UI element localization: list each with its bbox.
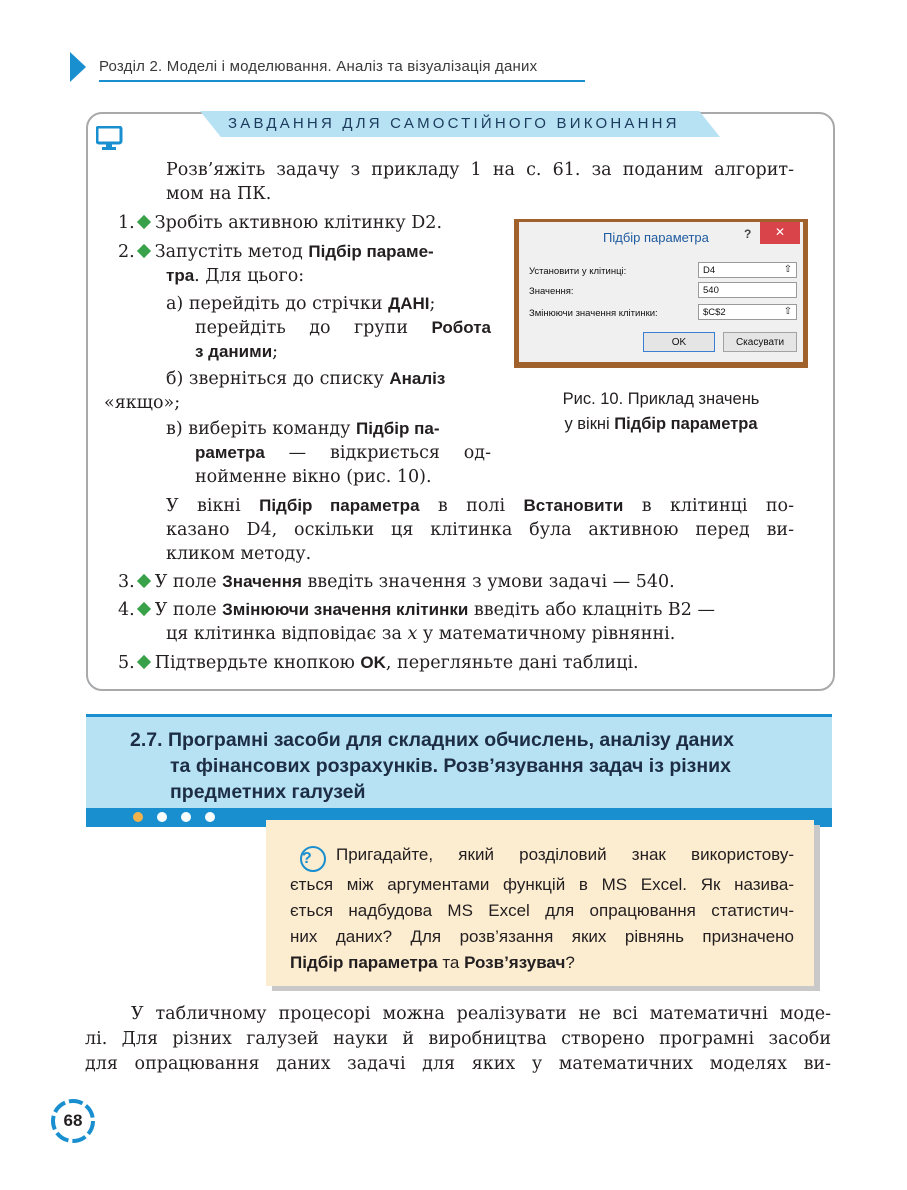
step-1: 1. Зробіть активною клітинку D2. (118, 213, 443, 233)
page-number-badge (50, 1098, 96, 1144)
section-dot (205, 812, 215, 822)
step-4: 4. У поле Змінюючи значення клітинки введіть або клацніть B2 — (118, 600, 715, 620)
running-header: Розділ 2. Моделі і моделювання. Аналіз та візуалізація даних (99, 58, 538, 75)
section-dot (133, 812, 143, 822)
substep-b-2: «якщо»; (104, 393, 181, 413)
task-intro-line-1: Розв’яжіть задачу з прикладу 1 на с. 61. за поданим алгорит- (166, 160, 794, 180)
changing-cell-field[interactable]: $C$2 ⇧ (698, 304, 797, 320)
step-diamond-icon (137, 602, 151, 616)
substep-a-3: з даними; (195, 342, 279, 362)
substep-a-1: а) перейдіть до стрічки ДАНІ; (166, 294, 436, 314)
substep-c-1: в) виберіть команду Підбір па- (166, 419, 440, 439)
body-line-3: для опрацювання даних задачі для яких у математичних моделях ви- (85, 1054, 831, 1074)
goal-seek-dialog (514, 219, 808, 368)
task-intro-line-2: мом на ПК. (166, 184, 272, 204)
section-dot (157, 812, 167, 822)
set-cell-label: Установити у клітинці: (529, 266, 627, 277)
substep-b-1: б) зверніться до списку Аналіз (166, 369, 446, 389)
section-title: 2.7. Програмні засоби для складних обчислень, аналізу даних та фінансових розрахунків. Розв’язування задач із різних предметних галузей (130, 729, 735, 803)
body-line-2: лі. Для різних галузей науки й виробництва створено програмні засоби (85, 1029, 831, 1049)
step-3: 3. У поле Значення введіть значення з умови задачі — 540. (118, 572, 675, 592)
task-paragraph-line-3: кликом методу. (166, 544, 312, 564)
step-diamond-icon (137, 574, 151, 588)
range-picker-icon[interactable]: ⇧ (783, 306, 793, 317)
dialog-body (519, 222, 803, 362)
dialog-help-button[interactable]: ? (744, 227, 752, 241)
task-paragraph-line-2: казано D4, оскільки ця клітинка була активною перед ви- (166, 520, 794, 540)
question-mark-icon: ? (300, 846, 326, 872)
step-4-cont: ця клітинка відповідає за x у математичному рівнянні. (166, 624, 676, 644)
step-2: 2. Запустіть метод Підбір параме- (118, 242, 434, 262)
step-diamond-icon (137, 655, 151, 669)
body-line-1: У табличному процесорі можна реалізувати не всі математичні моде- (131, 1004, 831, 1024)
set-cell-field[interactable]: D4 ⇧ (698, 262, 797, 278)
computer-monitor-icon (96, 126, 124, 152)
section-dot (181, 812, 191, 822)
substep-a-2: перейдіть до групи Робота (195, 318, 491, 338)
figure-caption: Рис. 10. Приклад значень у вікні Підбір параметра (562, 390, 760, 433)
step-diamond-icon (137, 244, 151, 258)
substep-c-3: нойменне вікно (рис. 10). (195, 467, 432, 487)
question-text: ? Пригадайте, який розділовий знак використову- ється між аргументами функцій в MS Excel. Як назива- ється надбудова MS Excel для опрацювання статистич- них даних? Для розв’язання яких рівнянь призначено Підбір параметра та Розв’язувач? (290, 845, 794, 972)
dialog-title: Підбір параметра (603, 230, 709, 245)
dialog-ok-button[interactable]: OK (643, 332, 715, 352)
value-label: Значення: (529, 286, 574, 297)
task-paragraph-line-1: У вікні Підбір параметра в полі Встановити в клітинці по- (166, 496, 794, 516)
page-number: 68 (63, 1111, 83, 1130)
step-5: 5. Підтвердьте кнопкою OK, перегляньте дані таблиці. (118, 653, 639, 673)
step-2-cont: тра. Для цього: (166, 266, 305, 286)
header-rule (99, 80, 585, 82)
dialog-cancel-button[interactable]: Скасувати (723, 332, 797, 352)
dialog-close-button[interactable]: ✕ (760, 222, 800, 244)
header-triangle-icon (70, 52, 86, 82)
range-picker-icon[interactable]: ⇧ (783, 264, 793, 275)
changing-cell-label: Змінюючи значення клітинки: (529, 308, 658, 319)
value-field[interactable]: 540 (698, 282, 797, 298)
substep-c-2: раметра — відкриється од- (195, 443, 491, 463)
step-diamond-icon (137, 215, 151, 229)
task-banner-title: ЗАВДАННЯ ДЛЯ САМОСТІЙНОГО ВИКОНАННЯ (228, 115, 680, 132)
